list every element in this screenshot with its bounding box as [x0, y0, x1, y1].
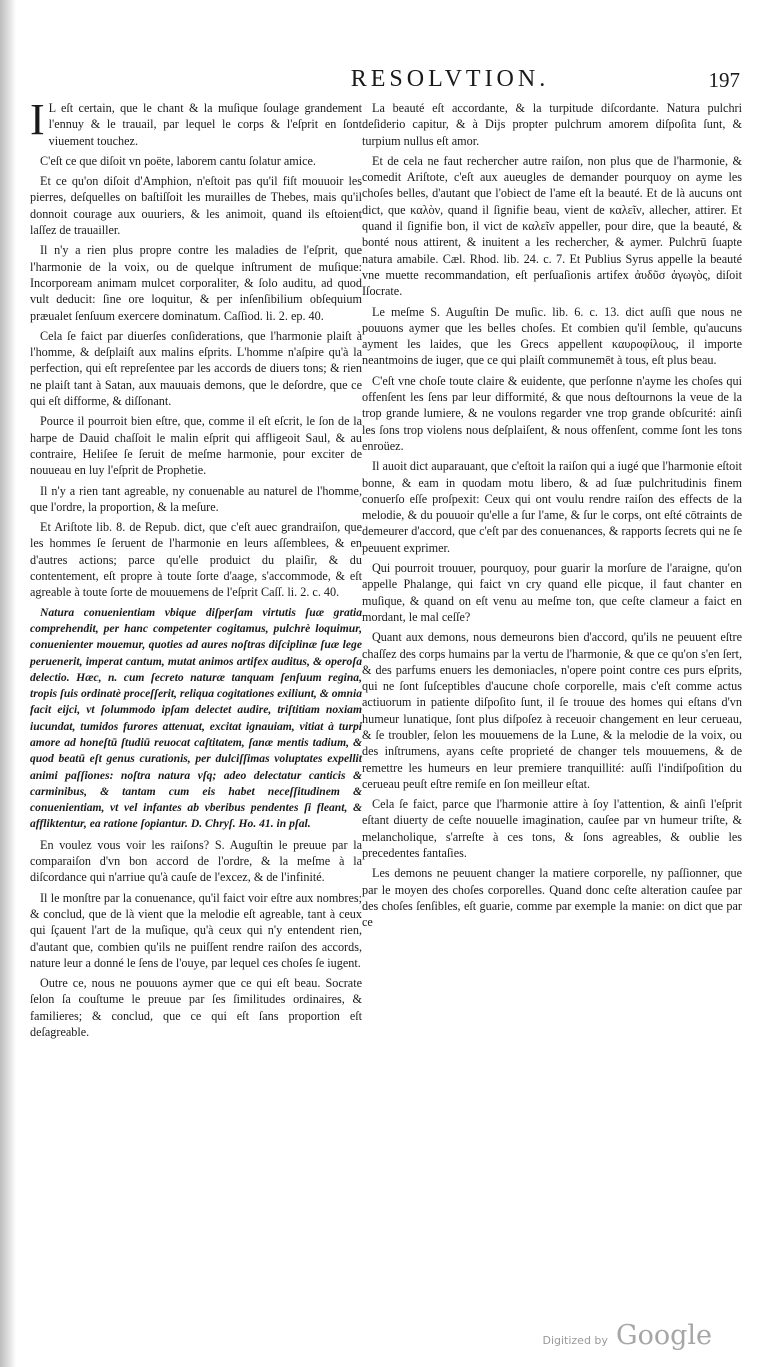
latin-quotation: Natura conuenientiam vbique diſperſam virtutis ſuæ gratia comprehendit, per hanc competenter cogitamus, pulchrè loquimur, conuenienter mouemur, quoties ad aures noſtras diſciplinæ ſuæ lege peruenerit, imperat cantum, mutat animos artifex auditus, & operoſa delectio. Hæc, n. cum ſecreto naturæ tanquam ſenſuum regina, tropis ſuis ordinatè proceſſerit, reliqua cogitationes exiliunt, & omnia facit eijci, vt ſolummodo ipſam delectet audire, triſtitiam noxiam iucundat, tumidos furores attenuat, excitat ignauiam, vitiat à turpi amore ad honeſtū ſtudiū reuocat caſtitatem, ſanæ mentis tadium, & quod beatū eſt genus curationis, per dulciſſimas voluptates expellit animi paſſiones: noſtra natura vſq; adeo delectatur canticis & carminibus, & tantam cum eis habet neceſſitudinem & conuenientiam, vt vel infantes ab vberibus pendentes ſi fleant, & affliktentur, ea ratione ſopiantur. D. Chryſ. Ho. 41. in pſal.	[30, 605, 362, 831]
paragraph: Quant aux demons, nous demeurons bien d'accord, qu'ils ne peuuent eſtre chaſſez des corps humains par la vertu de l'harmonie, & que ce qu'on s'en ſert, & des parfums enuers les demoniacles, n'opere point contre ces purs eſprits, qui ne ſont ſuſceptibles d'aucune choſe corporelle, mais c'eſt comme actus actiuorum in patiente diſpoſito ſunt, il ſe trouue des homes qui eſtans d'vn humeur lunatique, ſont plus diſpoſez à receuoir changement en leur cerueau, & ſe troubler, ſelon les mouuemens de la Lune, & la melodie de la voix, ou des inſtrumens, ayans ceſte proprieté de changer tels mouuemens, & de remettre les humeurs en leur premiere tranquillité: auſſi l'indiſpoſition du cerueau peuſt eſtre remiſe en ſon meilleur eſtat.	[362, 630, 742, 791]
paragraph: Qui pourroit trouuer, pourquoy, pour guarir la morſure de l'araigne, qu'on appelle Phalange, qui faict vn cry quand elle picque, il faut chanter en muſique, & quand on eſt venu au meſme ton, que ceſte clameur a faict en mordant, le mal ceſſe?	[362, 561, 742, 624]
paragraph: Cela ſe faict par diuerſes conſiderations, que l'harmonie plaiſt à l'homme, & deſplaiſt aux malins eſprits. L'homme n'aſpire qu'à la perfection, qui eſt repreſentee par les accords de diuers tons; & rien ne plaiſt tant à Satan, aux mauuais demons, que le deſordre, que ce qui eſt difforme, & diſſonant.	[30, 328, 362, 409]
paragraph: Et ce qu'on diſoit d'Amphion, n'eſtoit pas qu'il fiſt mouuoir les pierres, deſquelles on baſtiſſoit les murailles de Thebes, mais qu'il donnoit courage aux ouuriers, & les animoit, quand ils eſtoient laſſez de trauailler.	[30, 174, 362, 238]
paragraph: Pource il pourroit bien eſtre, que, comme il eſt eſcrit, le ſon de la harpe de Dauid chaſſoit le malin eſprit qui affligeoit Saul, & au contraire, Heliſee ſe ſeruit de meſme harmonie, pour exciter de nouueau en luy l'eſprit de Prophetie.	[30, 414, 362, 478]
running-title: RESOLVTION.	[350, 66, 550, 92]
paragraph: Les demons ne peuuent changer la matiere corporelle, ny paſſionner, que par le moyen des choſes corporelles. Quand donc ceſte alteration cauſee par des choſes ſenſibles, eſt guarie, comme par exemple la manie: on dict que par ce	[362, 866, 742, 930]
paragraph	[30, 95, 362, 149]
left-column	[30, 95, 362, 1044]
paragraph: Cela ſe faict, parce que l'harmonie attire à ſoy l'attention, & ainſi l'eſprit eſtant diuerty de ceſte nouuelle imagination, cauſee par vn humeur triſte, & melancholique, s'arreſte à ces tons, & ſons agreables, & oublie les precedentes fantaſies.	[362, 797, 742, 861]
digitization-watermark	[542, 1320, 712, 1360]
google-logo: Google	[616, 1320, 712, 1351]
paragraph: Il auoit dict auparauant, que c'eſtoit la raiſon qui a iugé que l'harmonie eſtoit bonne, & eam in quodam motu libero, & ad ſuæ pulchritudinis finem conuerſo eſſe proſpexit: Ceux qui ont voulu rendre raiſon des effects de la melodie, & du pouuoir qu'elle a ſur l'ame, & ſur le corps, ont eſté cōtraints de demeurer d'accord, que c'eſt par des conuenances, & rapports ſecrets qui ne ſe peuuent exprimer.	[362, 459, 742, 555]
paragraph: Et de cela ne faut rechercher autre raiſon, non plus que de l'harmonie, & comedit Ariſtote, c'eſt aux aueugles de demander pourquoy on ayme les choſes belles, d'autant que l'obiect de l'ame eſt la beauté. Et de là aucuns ont dict, que καλὸν, quand il ſignifie beau, vient de καλεῖν, allecher, attirer. Et quand il ſignifie bon, il vict de καλεῖν appeller, pour dire, que la beauté, & bonté nous attirent, & inuitent a les rechercher, & aymer. Pulchrū ſuapte natura amabile. Cæl. Rhod. lib. 24. c. 7. Et Publius Syrus appelle la beauté vne muette recommandation, eſt perſuaſionis artifex ἀυδῦσ ἀγωγὸς, diſoit Iſocrate.	[362, 153, 742, 299]
paragraph: Outre ce, nous ne pouuons aymer que ce qui eſt beau. Socrate ſelon ſa couſtume le preuue par ſes ſimilitudes ordinaires, & familieres; & conclud, que ce qui eſt ſans proportion eſt deſagreable.	[30, 976, 362, 1040]
paragraph: Il le monſtre par la conuenance, qu'il faict voir eſtre aux nombres; & conclud, que de là vient que la melodie eſt agreable, tant à ceux qui ſçauent l'art de la muſique, qu'à ceux qui n'y entendent rien, d'autant que, combien qu'ils ne puiſſent rendre raiſon des accords, nature leur a donné le ſens de l'ouye, par lequel ces choſes ſe iugent.	[30, 890, 362, 970]
paragraph: Le meſme S. Auguſtin De muſic. lib. 6. c. 13. dict auſſi que nous ne pouuons aymer que les belles choſes. Et combien qu'il ſemble, qu'aucuns ayment les laides, que les Grecs appellent καυροφίλους, il importe neantmoins de iuger, que ce qui plaiſt communemēt à tous, eſt plus beau.	[362, 304, 742, 368]
paragraph: La beauté eſt accordante, & la turpitude diſcordante. Natura pulchri deſiderio capitur, & à Dijs propter pulchrum amorem diſpoſita ſunt, & turpium nullus eſt amor.	[362, 101, 742, 148]
paragraph: Il n'y a rien tant agreable, ny conuenable au naturel de l'homme, que l'ordre, la proportion, & la meſure.	[30, 483, 362, 514]
drop-cap: I	[30, 95, 45, 144]
paragraph: C'eſt ce que diſoit vn poëte, laborem cantu ſolatur amice.	[40, 153, 316, 168]
running-header	[210, 66, 740, 96]
page-number: 197	[708, 68, 740, 92]
digitized-by-label: Digitized by	[542, 1334, 608, 1347]
right-column	[362, 100, 742, 935]
paragraph: Il n'y a rien plus propre contre les maladies de l'eſprit, que l'harmonie de la voix, ou de quelque inſtrument de muſique: Incorpoream animam mulcet corporaliter, & ſolo auditu, ad quod vult deducit: ſine ore loquitur, & per inſenſibilium obſequium præualet ſenſuum exercere dominatum. Caſſiod. li. 2. ep. 40.	[30, 243, 362, 323]
paragraph: C'eſt vne choſe toute claire & euidente, que perſonne n'ayme les choſes qui offenſent les ſens par leur difformité, & que nous deſtournons la veue de la trop grande lumiere, & ne voulons regarder vne trop grande obſcurité: ainſi les ſons trop violens nous deſplaiſent, & nous offenſent, comme ſont les tons enroüez.	[362, 373, 742, 453]
paragraph: Et Ariſtote lib. 8. de Repub. dict, que c'eſt auec grandraiſon, que les hommes ſe ſeruent de l'harmonie en leurs aſſemblees, & en d'autres actions; parce qu'elle produict du plaiſir, & du contentement, eſt propre à toute ſorte d'aage, s'accommode, & eſt agreable à toute ſorte de mouuemens de l'eſprit Caſſ. li. 2. c. 40.	[30, 520, 362, 600]
paragraph-text: L eſt certain, que le chant & la muſique ſoulage grandement l'ennuy & le trauail, par lequel le corps & l'eſprit en ſont viuement touchez.	[48, 101, 362, 148]
page-edge-shadow	[0, 0, 16, 1367]
paragraph: En voulez vous voir les raiſons? S. Auguſtin le preuue par la comparaiſon d'vn bon accord de l'ordre, & la meſme à la diſcordance qui n'arriue qu'à cauſe de l'excez, & de l'infinité.	[30, 837, 362, 885]
